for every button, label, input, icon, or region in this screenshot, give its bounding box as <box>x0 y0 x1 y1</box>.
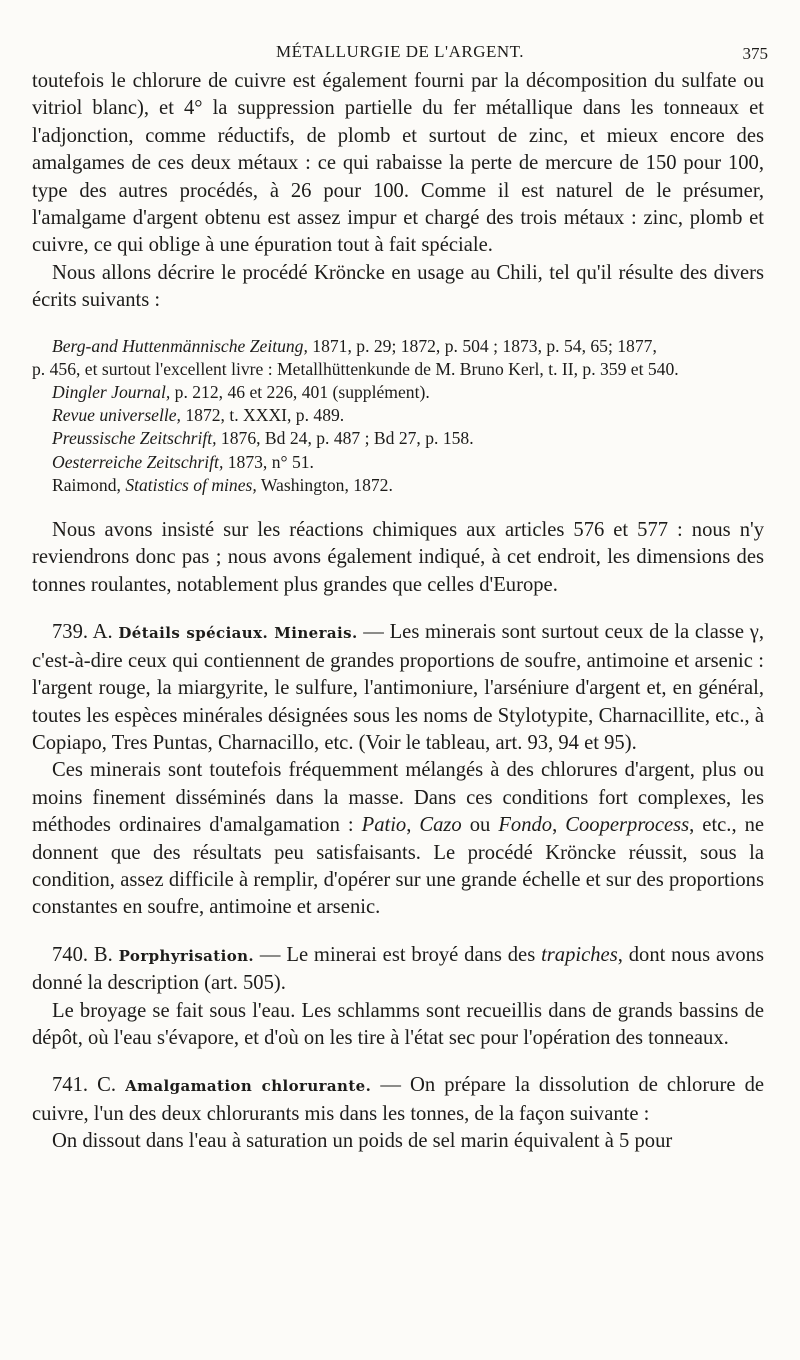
section-740: 740. B. Porphyrisation. — Le minerai est broyé dans des trapiches, dont nous avons donné la description (art. 505). <box>32 943 764 995</box>
reference-item: Oesterreiche Zeitschrift, 1873, n° 51. <box>52 451 314 472</box>
section-heading: Porphyrisation. <box>118 946 255 965</box>
body-text <box>32 68 764 1156</box>
running-title: MÉTALLURGIE DE L'ARGENT. <box>275 42 525 61</box>
reference-item: Dingler Journal, p. 212, 46 et 226, 401 (supplément). <box>52 382 430 403</box>
section-number: 741. C. <box>52 1074 116 1097</box>
section-number: 739. A. <box>52 621 113 644</box>
section-number: 740. B. <box>52 943 113 966</box>
reference-item: Berg-and Huttenmännische Zeitung, 1871, p. 29; 1872, p. 504 ; 1873, p. 54, 65; 1877, <box>52 335 657 356</box>
page-number: 375 <box>742 44 768 63</box>
reference-item: p. 456, et surtout l'excellent livre : Metallhüttenkunde de M. Bruno Kerl, t. II, p. 359 et 540. <box>32 358 679 379</box>
paragraph-reactions: Nous avons insisté sur les réactions chimiques aux articles 576 et 577 : nous n'y reviendrons donc pas ; nous avons également indiqué, à cet endroit, les dimensions des tonnes roulantes, notablement plus grandes que celles d'Europe. <box>32 519 764 596</box>
paragraph-broyage: Le broyage se fait sous l'eau. Les schlamms sont recueillis dans de grands bassins de dépôt, où l'eau s'évapore, et d'où on les tire à l'état sec pour l'opération des tonneaux. <box>32 999 764 1049</box>
reference-item: Raimond, Statistics of mines, Washington, 1872. <box>52 474 393 495</box>
section-741: 741. C. Amalgamation chlorurante. — On prépare la dissolution de chlorure de cuivre, l'un des deux chlorurants mis dans les tonnes, de la façon suivante : <box>32 1074 765 1125</box>
section-heading: Amalgamation chlorurante. <box>125 1077 372 1096</box>
reference-item: Revue universelle, 1872, t. XXXI, p. 489. <box>52 405 345 426</box>
page-header <box>0 42 800 68</box>
reference-item: Preussische Zeitschrift, 1876, Bd 24, p. 487 ; Bd 27, p. 158. <box>52 428 474 449</box>
paragraph-dissolution: On dissout dans l'eau à saturation un poids de sel marin équivalent à 5 pour <box>52 1130 673 1153</box>
paragraph-minerals-mixed: Ces minerais sont toutefois fréquemment mélangés à des chlorures d'argent, plus ou moins finement disséminés dans la masse. Dans ces conditions fort complexes, les méthodes ordinaires d'amalgamation : Patio, Cazo ou Fondo, Cooperprocess, etc., ne donnent que des résultats peu satisfaisants. Le procédé Kröncke réussit, sous la condition, assez difficile à remplir, d'opérer sur une grande échelle et sur des proportions constantes en soufre, antimoine et arsenic. <box>32 759 765 919</box>
section-739: 739. A. Détails spéciaux. Minerais. — Les minerais sont surtout ceux de la classe γ, c'est-à-dire ceux qui contiennent de grandes proportions de soufre, antimoine et arsenic : l'argent rouge, la miargyrite, le sulfure, l'antimoniure, l'arséniure d'argent et, en général, toutes les espèces minérales désignées sous les noms de Stylotypite, Charnacillite, etc., à Copiapo, Tres Puntas, Charnacillo, etc. (Voir le tableau, art. 93, 94 et 95). <box>32 621 765 754</box>
section-heading: Détails spéciaux. Minerais. <box>118 624 358 643</box>
paragraph-kroncke-intro: Nous allons décrire le procédé Kröncke en usage au Chili, tel qu'il résulte des divers écrits suivants : <box>32 261 764 312</box>
paragraph-continuation: toutefois le chlorure de cuivre est également fourni par la décomposition du sulfate ou vitriol blanc), et 4° la suppression partielle du fer métallique dans les tonneaux et l'adjonction, comme réductifs, de plomb et surtout de zinc, et mieux encore des amalgames de ces deux métaux : ce qui rabaisse la perte de mercure de 150 pour 100, type des autres procédés, à 26 pour 100. Comme il est naturel de le présumer, l'amalgame d'argent obtenu est assez impur et chargé des trois métaux : zinc, plomb et cuivre, ce qui oblige à une épuration tout à fait spéciale. <box>32 70 764 257</box>
reference-list <box>32 335 764 497</box>
